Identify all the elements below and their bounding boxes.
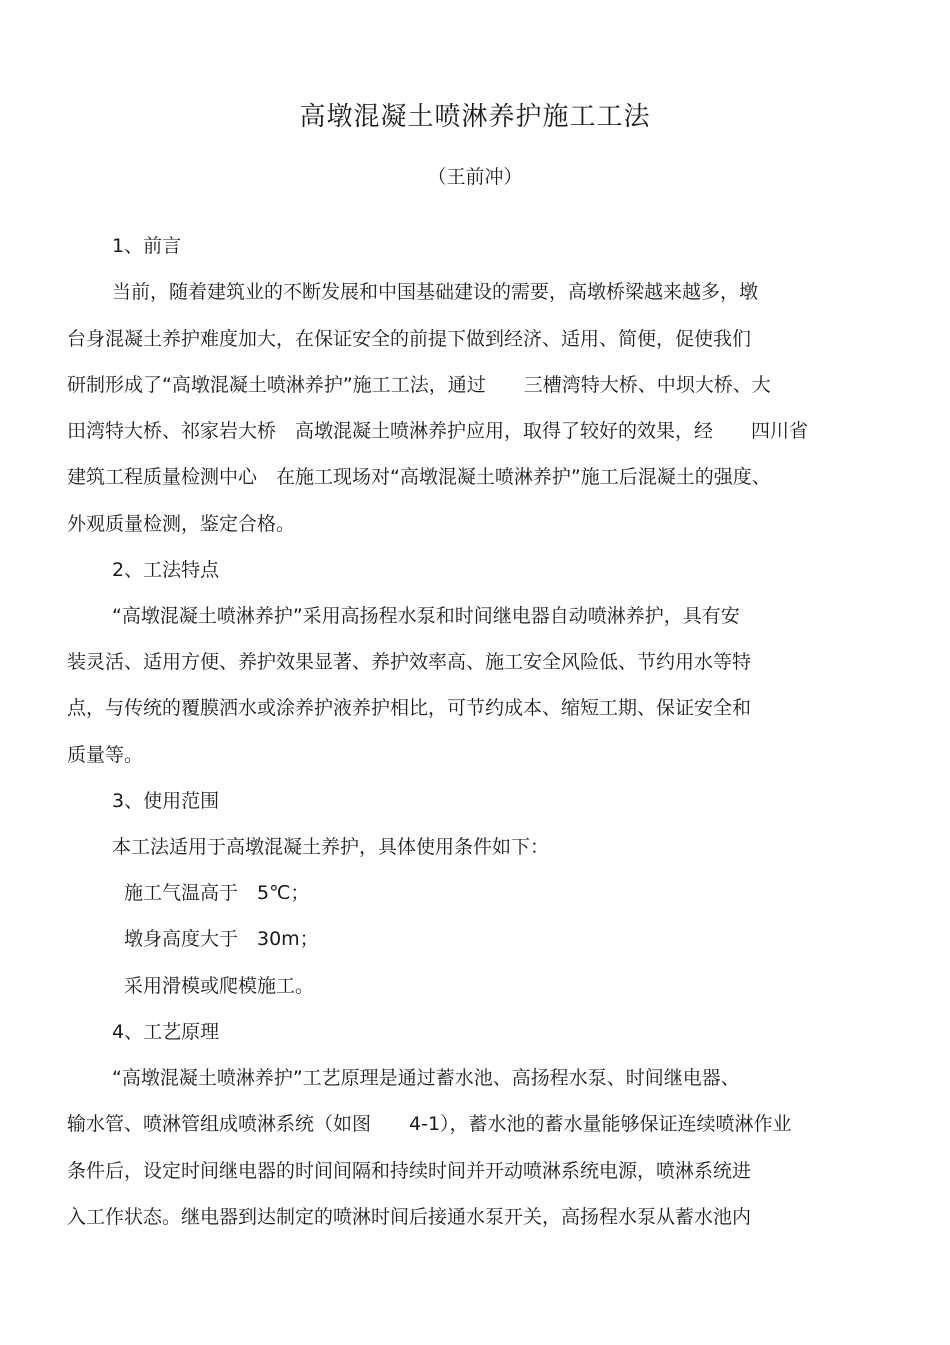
paragraph-line: 研制形成了“高墩混凝土喷淋养护”施工工法，通过 三槽湾特大桥、中坝大桥、大 [67,374,771,396]
paragraph-line: 输水管、喷淋管组成喷淋系统（如图 4-1），蓄水池的蓄水量能够保证连续喷淋作业 [67,1113,792,1135]
heading-foreword: 1、前言 [112,235,182,257]
document-author: （王前冲） [427,166,523,188]
paragraph-line: “高墩混凝土喷淋养护”工艺原理是通过蓄水池、高扬程水泵、时间继电器、 [112,1067,740,1089]
paragraph-line: 当前，随着建筑业的不断发展和中国基础建设的需要，高墩桥梁越来越多，墩 [112,281,759,303]
paragraph-line: 条件后，设定时间继电器的时间间隔和持续时间并开动喷淋系统电源，喷淋系统进 [67,1160,752,1182]
paragraph-line: 入工作状态。继电器到达制定的喷淋时间后接通水泵开关，高扬程水泵从蓄水池内 [67,1206,752,1228]
condition-item: 施工气温高于 5℃； [124,882,310,904]
paragraph-line: 本工法适用于高墩混凝土养护，具体使用条件如下： [112,836,550,858]
paragraph-line: 点，与传统的覆膜洒水或涂养护液养护相比，可节约成本、缩短工期、保证安全和 [67,697,752,719]
paragraph-line: 田湾特大桥、祁家岩大桥 高墩混凝土喷淋养护应用，取得了较好的效果，经 四川省 [67,420,809,442]
paragraph-line: 台身混凝土养护难度加大，在保证安全的前提下做到经济、适用、简便，促使我们 [67,328,752,350]
paragraph-line: 建筑工程质量检测中心 在施工现场对“高墩混凝土喷淋养护”施工后混凝土的强度、 [67,466,771,488]
paragraph-line: 质量等。 [67,744,144,766]
paragraph-line: 装灵活、适用方便、养护效果显著、养护效率高、施工安全风险低、节约用水等特 [67,651,752,673]
condition-item: 墩身高度大于 30m； [124,928,319,950]
heading-scope: 3、使用范围 [112,790,220,812]
paragraph-line: “高墩混凝土喷淋养护”采用高扬程水泵和时间继电器自动喷淋养护，具有安 [112,605,740,627]
paragraph-line: 外观质量检测，鉴定合格。 [67,513,296,535]
condition-item: 采用滑模或爬模施工。 [124,975,315,997]
heading-features: 2、工法特点 [112,559,220,581]
document-title: 高墩混凝土喷淋养护施工工法 [299,102,651,132]
heading-principle: 4、工艺原理 [112,1021,220,1043]
